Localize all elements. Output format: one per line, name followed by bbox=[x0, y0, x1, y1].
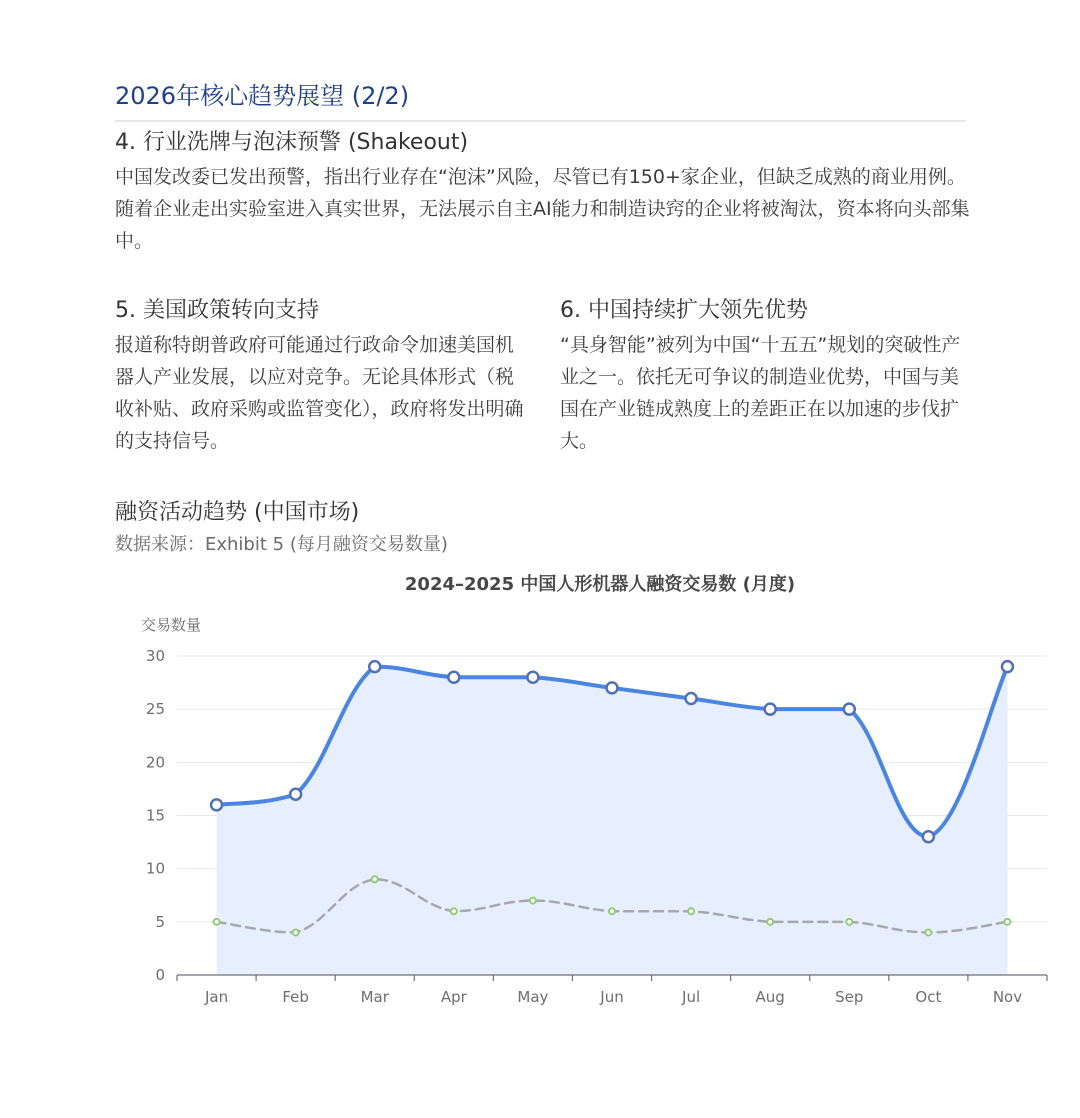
x-axis bbox=[177, 975, 1047, 981]
x-tick-label: Sep bbox=[835, 988, 864, 1006]
data-point bbox=[527, 672, 538, 683]
y-tick-label: 15 bbox=[145, 806, 165, 825]
y-tick-labels bbox=[146, 647, 165, 984]
x-tick-label: Jun bbox=[600, 988, 624, 1006]
data-point bbox=[290, 789, 301, 800]
data-point bbox=[767, 919, 773, 925]
y-tick-label: 0 bbox=[155, 966, 165, 984]
data-point bbox=[293, 929, 299, 935]
series-area bbox=[217, 667, 1008, 975]
section-heading: 6. 中国持续扩大领先优势 bbox=[560, 298, 808, 323]
x-tick-labels bbox=[204, 988, 1022, 1006]
data-point bbox=[1004, 919, 1010, 925]
data-point bbox=[372, 876, 378, 882]
area-fill bbox=[217, 667, 1008, 975]
data-point bbox=[609, 908, 615, 914]
chart-section-heading: 融资活动趋势 (中国市场) bbox=[115, 500, 360, 525]
chart-source-note: 数据来源：Exhibit 5 (每月融资交易数量) bbox=[115, 534, 448, 555]
data-point bbox=[530, 898, 536, 904]
data-point bbox=[846, 919, 852, 925]
data-point bbox=[369, 661, 380, 672]
data-point bbox=[451, 908, 457, 914]
y-tick-label: 10 bbox=[145, 859, 165, 878]
x-tick-label: May bbox=[517, 988, 549, 1006]
x-tick-label: Jul bbox=[682, 988, 701, 1006]
x-tick-label: Oct bbox=[915, 988, 942, 1006]
x-tick-label: Feb bbox=[282, 988, 309, 1006]
x-tick-label: Apr bbox=[440, 988, 467, 1006]
y-tick-label: 20 bbox=[145, 753, 165, 772]
data-point bbox=[607, 682, 618, 693]
x-tick-label: Aug bbox=[755, 988, 785, 1006]
section-heading: 4. 行业洗牌与泡沫预警 (Shakeout) bbox=[115, 130, 469, 155]
data-point bbox=[925, 929, 931, 935]
data-point bbox=[211, 799, 222, 810]
section-heading: 5. 美国政策转向支持 bbox=[115, 298, 319, 323]
section-body: 中国发改委已发出预警，指出行业存在“泡沫”风险，尽管已有150+家企业，但缺乏成熟的商业用例。随着企业走出实验室进入真实世界，无法展示自主AI能力和制造诀窍的企业将被淘汰，资本将向头部集中。 bbox=[115, 166, 970, 252]
x-tick-label: Jan bbox=[204, 988, 229, 1006]
section-body: “具身智能”被列为中国“十五五”规划的突破性产业之一。依托无可争议的制造业优势，中国与美国在产业链成熟度上的差距正在以加速的步伐扩大。 bbox=[560, 334, 961, 452]
x-tick-label: Nov bbox=[992, 988, 1023, 1006]
data-point bbox=[686, 693, 697, 704]
data-point bbox=[765, 704, 776, 715]
data-point bbox=[214, 919, 220, 925]
y-tick-label: 5 bbox=[155, 912, 165, 931]
data-point bbox=[688, 908, 694, 914]
data-point bbox=[448, 672, 459, 683]
y-tick-label: 25 bbox=[145, 700, 165, 719]
y-axis-label: 交易数量 bbox=[141, 616, 202, 634]
page-title: 2026年核心趋势展望 (2/2) bbox=[115, 82, 410, 110]
data-point bbox=[844, 704, 855, 715]
chart-title: 2024–2025 中国人形机器人融资交易数 (月度) bbox=[404, 574, 796, 595]
data-point bbox=[1002, 661, 1013, 672]
x-tick-label: Mar bbox=[360, 988, 389, 1006]
section-body: 报道称特朗普政府可能通过行政命令加速美国机器人产业发展，以应对竞争。无论具体形式（税收补贴、政府采购或监管变化），政府将发出明确的支持信号。 bbox=[115, 334, 524, 452]
y-tick-label: 30 bbox=[145, 647, 165, 665]
data-point bbox=[923, 831, 934, 842]
